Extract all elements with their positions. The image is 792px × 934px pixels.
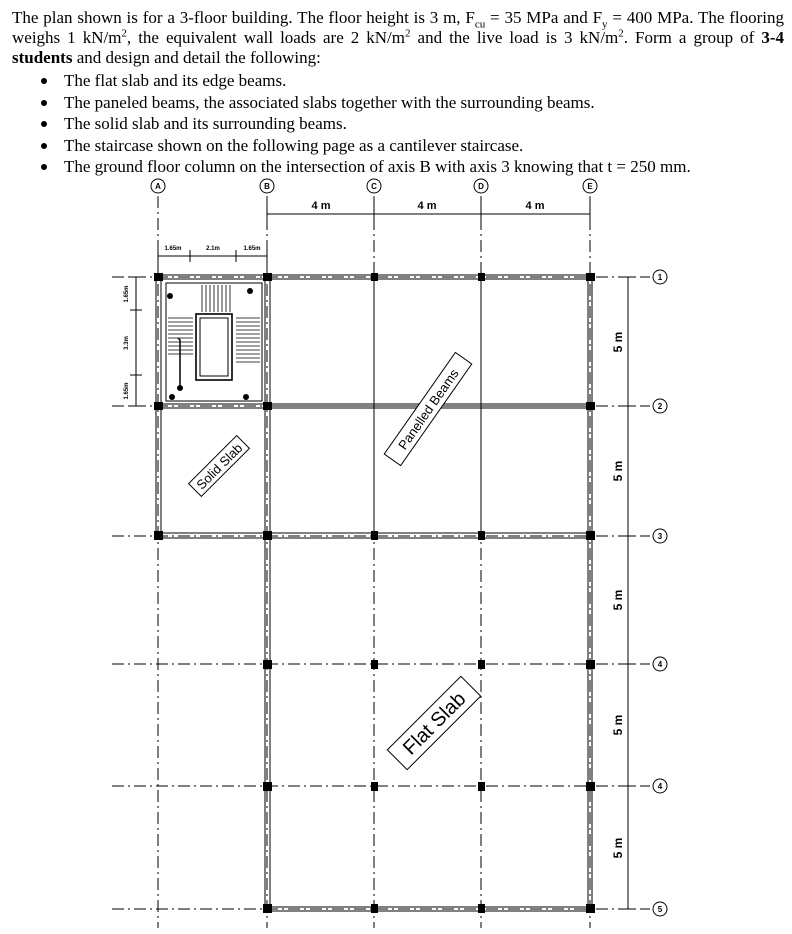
stair-dimension-left: [130, 277, 142, 406]
column: [371, 904, 378, 913]
task-list: [12, 70, 784, 178]
column: [586, 273, 595, 281]
grid-label: 2: [657, 402, 663, 411]
column: [263, 531, 272, 540]
task-item: The flat slab and its edge beams.: [12, 70, 784, 92]
grid-label: E: [587, 182, 593, 191]
grid-label: 5: [657, 905, 663, 914]
column: [154, 531, 163, 540]
grid-label: 4: [657, 660, 663, 669]
group-size: 3-4 students: [12, 28, 784, 67]
floor-plan: [0, 170, 792, 934]
flat-slab-label: [387, 676, 480, 769]
grid-bubbles-right: [653, 270, 667, 916]
column: [263, 782, 272, 791]
column: [478, 660, 485, 669]
column: [586, 782, 595, 791]
column: [263, 402, 272, 410]
column: [371, 660, 378, 669]
column: [478, 782, 485, 791]
problem-statement: The plan shown is for a 3-floor building. The floor height is 3 m, $F_{cu} = 35$ MPa and $F_y = 400$ MPa. The flooring weighs 1 $kN/m^2$, the equivalent wall loads are 2 $kN/m^2$ and the live load is 3 $kN/m^2$. Form a group of 3-4 students and design and detail the following:: [12, 8, 784, 67]
column: [371, 782, 378, 791]
column: [263, 904, 272, 913]
svg-text:Flat Slab: Flat Slab: [399, 688, 471, 760]
task-item: The paneled beams, the associated slabs together with the surrounding beams.: [12, 92, 784, 114]
dimension-label: 4 m: [525, 200, 545, 212]
stair-dim-label: 1.65m: [164, 246, 182, 252]
dimension-label: 4 m: [417, 200, 437, 212]
stair-dim-label: 1.65m: [124, 382, 130, 400]
column: [586, 402, 595, 410]
task-item: The ground floor column on the intersection of axis B with axis 3 knowing that t = 250 mm.: [12, 156, 784, 178]
column: [586, 904, 595, 913]
dimension-label: 4 m: [311, 200, 331, 212]
column: [478, 531, 485, 540]
stair-dim-label: 3.3m: [124, 336, 130, 350]
column: [586, 660, 595, 669]
staircase: [166, 283, 262, 401]
task-item: The solid slab and its surrounding beams.: [12, 113, 784, 135]
stair-dim-label: 1.65m: [243, 246, 261, 252]
svg-text:Solid Slab: Solid Slab: [193, 440, 246, 493]
dimension-label: 5 m: [611, 837, 625, 859]
column: [586, 531, 595, 540]
task-item: The staircase shown on the following page as a cantilever staircase.: [12, 135, 784, 157]
stair-dim-label: 2.1m: [206, 246, 220, 252]
column: [371, 531, 378, 540]
solid-slab-label: [189, 436, 250, 497]
column: [478, 904, 485, 913]
dimension-label: 5 m: [611, 331, 625, 353]
stair-dim-label: 1.65m: [124, 285, 130, 303]
column: [478, 273, 485, 281]
grid-label: A: [155, 182, 161, 191]
grid-label: D: [478, 182, 484, 191]
svg-text:Panelled Beams: Panelled Beams: [395, 366, 462, 453]
grid-lines: [112, 196, 650, 928]
grid-label: C: [371, 182, 377, 191]
dimension-label: 5 m: [611, 714, 625, 736]
grid-label: 4: [657, 782, 663, 791]
column: [154, 273, 163, 281]
column: [263, 660, 272, 669]
grid-label: B: [264, 182, 270, 191]
grid-label: 3: [657, 532, 663, 541]
column: [371, 273, 378, 281]
dimension-label: 5 m: [611, 460, 625, 482]
column: [154, 402, 163, 410]
column: [263, 273, 272, 281]
panelled-beams-label: [384, 352, 472, 465]
grid-label: 1: [657, 273, 663, 282]
dimension-label: 5 m: [611, 589, 625, 611]
